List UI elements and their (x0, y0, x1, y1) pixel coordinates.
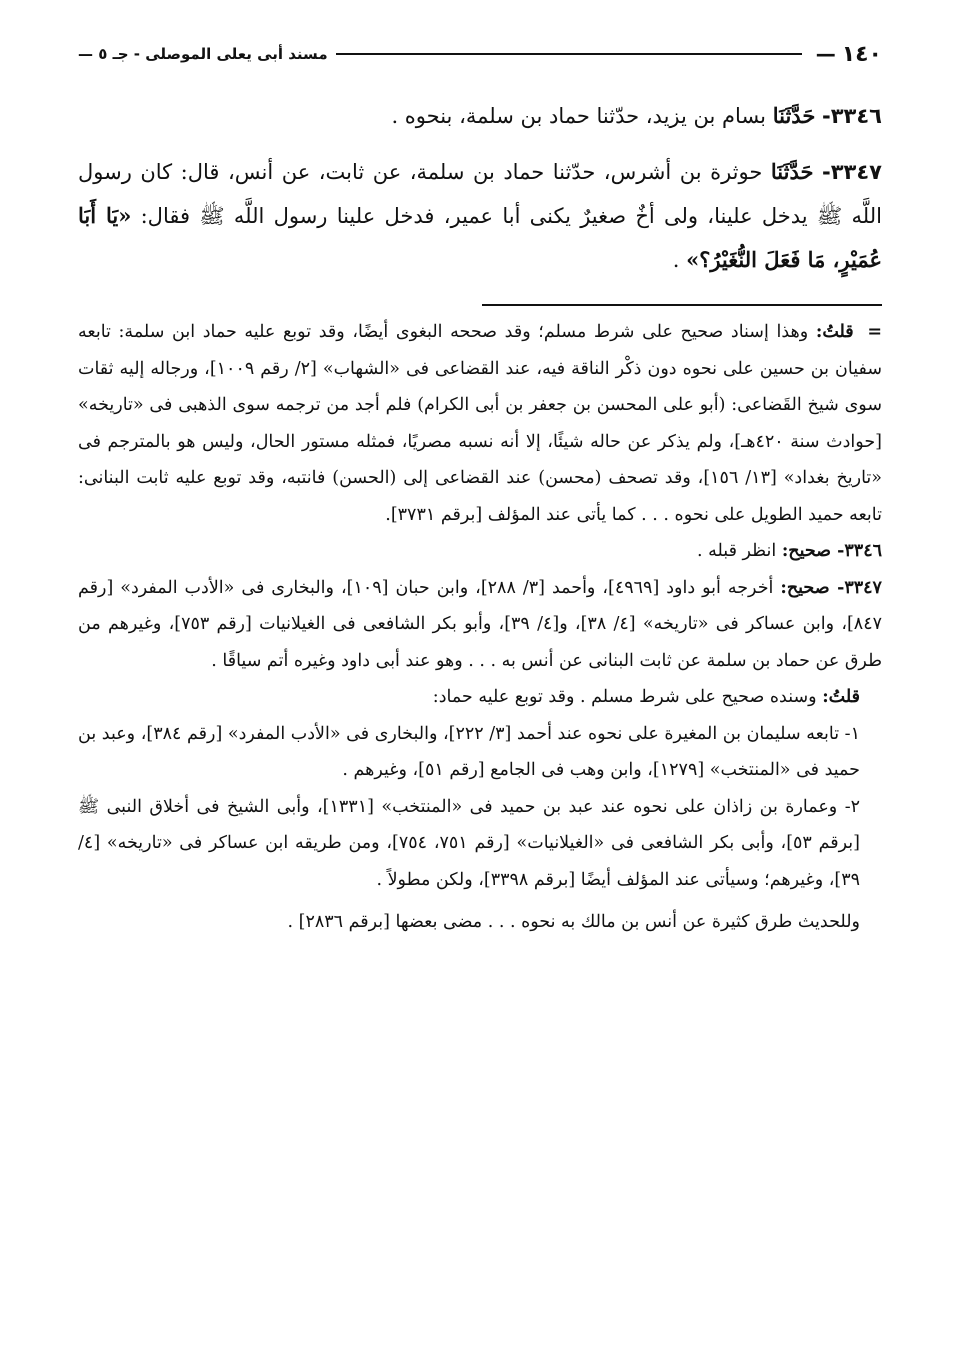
note-3346 (78, 533, 882, 570)
hadith-number: ٣٣٤٧- (821, 160, 882, 184)
hadith-opening: حَدَّثَنَا (770, 159, 814, 184)
note-3347-item-1: ١- تابعه سليمان بن المغيرة على نحوه عند أحمد [٣/ ٢٢٢]، والبخارى فى «الأدب المفرد» [رقم ٣٨٤]، وعبد بن حميد فى «المنتخب» [١٢٧٩]، وابن وهب فى الجامع [رقم ٥١]، وغيرهم . (78, 723, 860, 780)
header-rule (336, 53, 802, 55)
note-label: ٣٣٤٧- صحيح: (780, 577, 882, 598)
footnote-separator (482, 304, 882, 306)
note-continuation (78, 314, 882, 533)
hadith-text: حوثرة بن أشرس، حدّثنا حماد بن سلمة، عن ثابت، عن أنس، قال: كان رسول اللَّه ﷺ يدخل علينا، ولى أخٌ صغيرٌ يكنى أبا عمير، فدخل علينا رسول اللَّه ﷺ فقال: (78, 160, 882, 228)
note-3347-closing: وللحديث طرق كثيرة عن أنس بن مالك به نحوه . . . مضى بعضها [برقم ٢٨٣٦] . (287, 912, 860, 932)
book-title: مسند أبى يعلى الموصلى - جـ ٥ — (78, 45, 328, 63)
note-3347-qultu (78, 679, 882, 716)
footnotes (78, 314, 882, 941)
hadith-section (78, 94, 882, 282)
hadith-number: ٣٣٤٦- (822, 104, 882, 128)
hadith-end: . (672, 248, 680, 272)
page (78, 34, 882, 941)
note-text: أخرجه أبو داود [٤٩٦٩]، وأحمد [٣/ ٢٨٨]، وابن حبان [١٠٩]، والبخارى فى «الأدب المفرد» [رقم ٨٤٧]، وابن عساكر فى «تاريخه» [٤/ ٣٨]، و[٤/ ٣٩]، وأبو بكر الشافعى فى الغيلانيات [رقم ٧٥٣]، وغيرهم من طرق عن حماد بن سلمة عن ثابت البنانى عن أنس به . . . وهو عند أبى داود وغيره أتم سياقًا . (78, 577, 882, 671)
note-3347-item-2: ٢- وعمارة بن زاذان على نحوه عند عبد بن حميد فى «المنتخب» [١٣٣١]، وأبى الشيخ فى أخلاق النبى ﷺ [برقم ٥٣]، وأبى بكر الشافعى فى «الغيلانيات» [رقم ٧٥١، ٧٥٤]، ومن طريقه ابن عساكر فى «تاريخه» [٤/ ٣٩]، وغيرهم؛ وسيأتى عند المؤلف أيضًا [برقم ٣٣٩٨]، ولكن مطولاً . (78, 796, 861, 890)
note-3347 (78, 570, 882, 680)
note-text: وهذا إسناد صحيح على شرط مسلم؛ وقد صححه البغوى أيضًا، وقد توبع عليه حماد ابن سلمة: تابعه سفيان بن حسين على نحوه دون ذكْر الناقة فيه، عند القضاعى فى «الشهاب» [٢/ رقم ١٠٠٩]، ورجاله إليه ثقات سوى شيخ القَضاعى: (أبو على المحسن بن جعفر بن أبى الكرام) فلم أجد من ترجمه سوى الذهبى فى «تاريخه» [حوادث سنة ٤٢٠هـ]، ولم يذكر عن حاله شيئًا، إلا أنه نسبه مصريًا، فمثله مستور الحال، وليس هو بالمترجم فى «تاريخ بغداد» [١٣/ ١٥٦]، وقد تصحف (محسن) عند القضاعى إلى (الحسن) فانتبه، وقد توبع عليه ثابت البنانى: تابعه حميد الطويل على نحوه . . . كما يأتى عند المؤلف [برقم ٣٧٣١]. (78, 322, 883, 525)
hadith-3347 (78, 150, 882, 282)
hadith-opening: حَدَّثَنَا (772, 103, 816, 128)
note-text: انظر قبله . (696, 541, 777, 561)
note-text: وسنده صحيح على شرط مسلم . وقد توبع عليه حماد: (432, 687, 817, 707)
prophetic-quote: «يَا أَبَا عُمَيْرٍ، مَا فَعَلَ النُّغَيْرُ؟» (78, 203, 882, 272)
hadith-3346 (78, 94, 882, 138)
continuation-marker: = (867, 322, 882, 342)
hadith-text: بسام بن يزيد، حدّثنا حماد بن سلمة، بنحوه . (391, 104, 767, 128)
note-label: ٣٣٤٦- صحيح: (781, 541, 882, 561)
qultu-label: قلتُ: (822, 687, 860, 707)
page-number: ١٤٠ (841, 41, 882, 67)
running-head (78, 34, 882, 74)
header-dash: — (815, 42, 836, 66)
qultu-label: قلتُ: (815, 322, 854, 342)
